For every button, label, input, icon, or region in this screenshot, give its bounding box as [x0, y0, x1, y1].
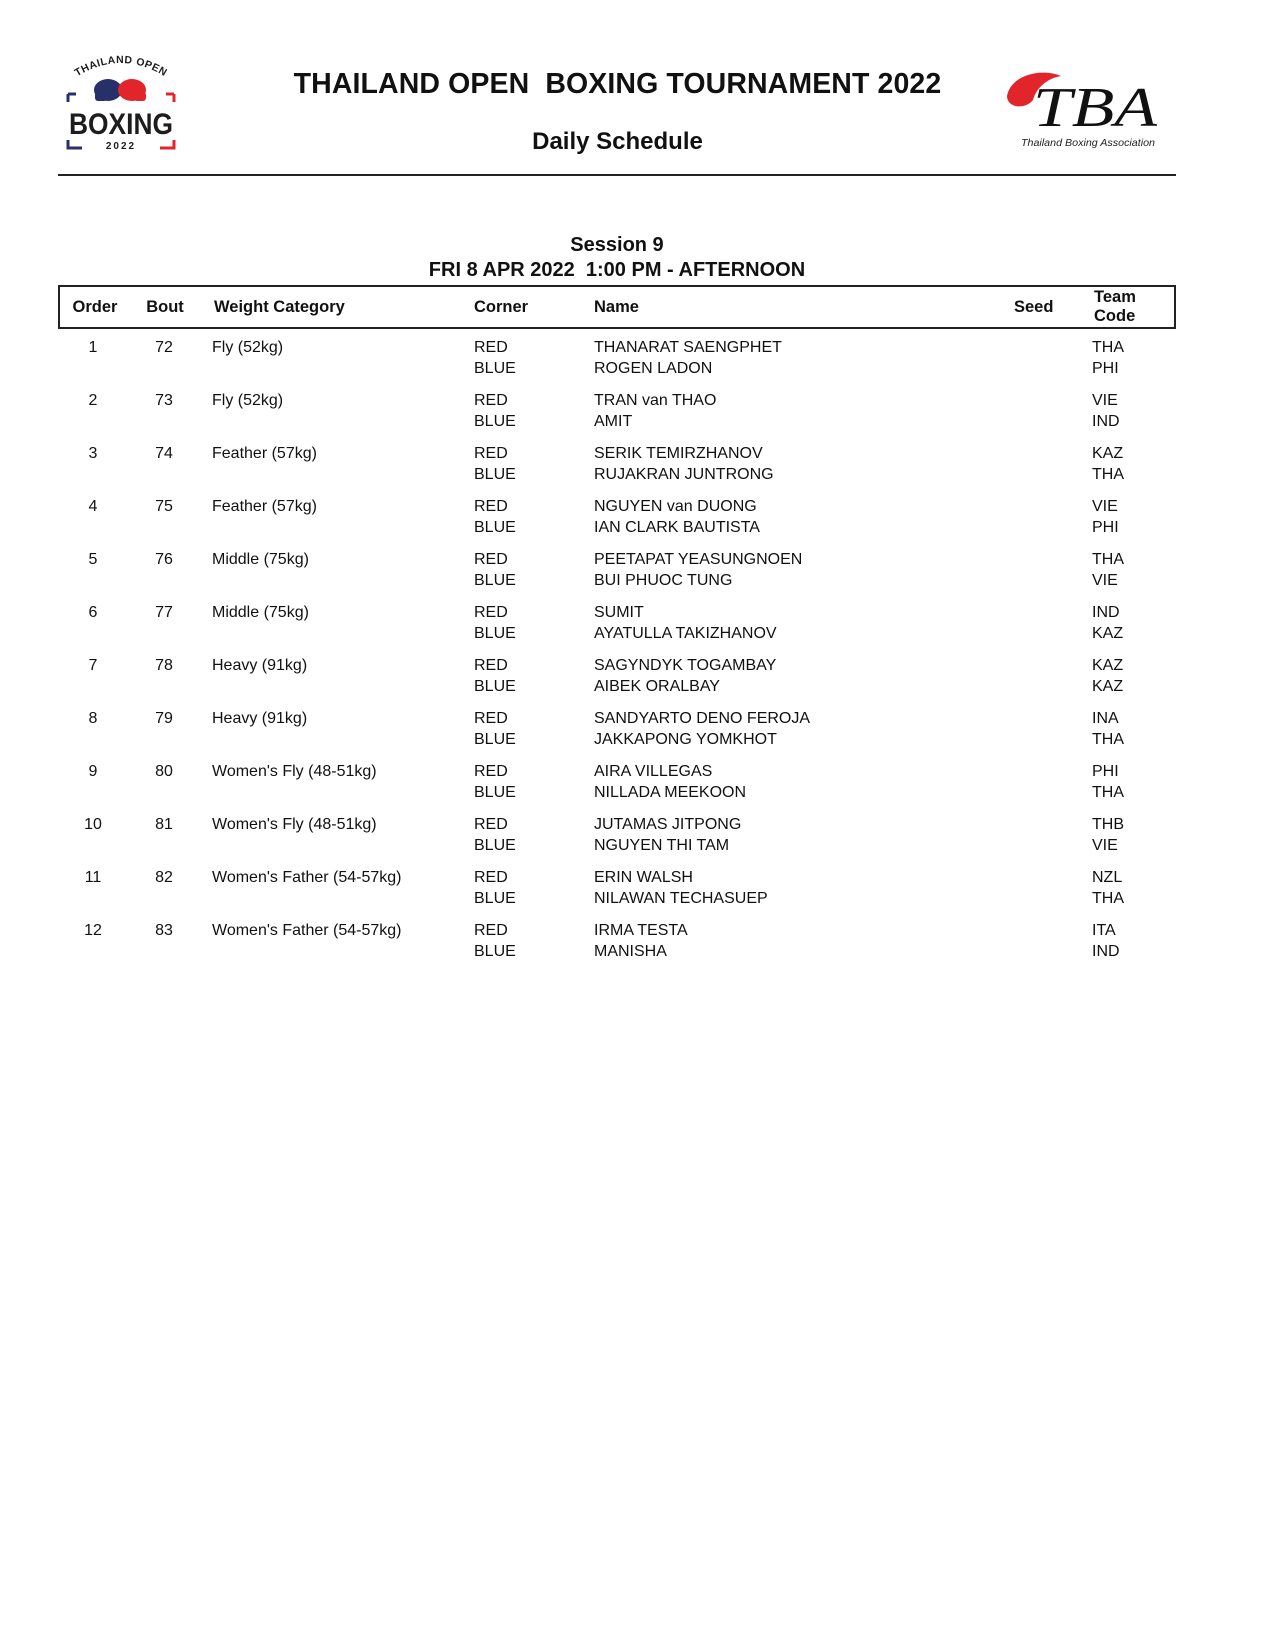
blue-team-code: VIE	[1092, 571, 1118, 589]
red-boxer-name: SANDYARTO DENO FEROJA	[594, 710, 811, 727]
blue-boxer-name: MANISHA	[594, 942, 667, 960]
blue-boxer-name: IAN CLARK BAUTISTA	[594, 518, 760, 536]
team-cell	[1092, 444, 1124, 485]
weight-category: Fly (52kg)	[212, 392, 284, 409]
page-subtitle: Daily Schedule	[532, 128, 703, 155]
name-cell	[594, 338, 782, 379]
column-header-team-code	[1094, 288, 1136, 326]
name-cell	[594, 709, 810, 750]
red-corner: RED	[474, 816, 508, 833]
red-team-code: VIE	[1092, 392, 1118, 409]
red-corner: RED	[474, 339, 508, 356]
red-boxer-name: PEETAPAT YEASUNGNOEN	[594, 551, 803, 568]
red-boxer-name: THANARAT SAENGPHET	[594, 339, 782, 356]
weight-category: Feather (57kg)	[212, 498, 317, 515]
name-cell	[594, 656, 776, 697]
red-team-code: IND	[1092, 604, 1120, 621]
column-header-name: Name	[594, 298, 639, 316]
red-corner: RED	[474, 498, 508, 515]
name-cell	[594, 550, 802, 591]
blue-corner: BLUE	[474, 518, 516, 536]
red-corner: RED	[474, 657, 508, 674]
bout-number: 81	[155, 816, 173, 833]
bout-order: 1	[88, 339, 98, 356]
weight-category: Women's Father (54-57kg)	[212, 869, 402, 886]
team-cell	[1092, 603, 1123, 644]
team-cell	[1092, 762, 1124, 803]
table-header	[58, 285, 1176, 329]
red-team-code: PHI	[1092, 763, 1119, 780]
name-cell	[594, 762, 746, 803]
team-cell	[1092, 656, 1123, 697]
bout-order: 11	[84, 869, 102, 886]
blue-boxer-name: NILLADA MEEKOON	[594, 783, 747, 801]
corner-cell	[474, 338, 516, 379]
blue-boxer-name: JAKKAPONG YOMKHOT	[594, 730, 777, 748]
blue-corner: BLUE	[474, 624, 516, 642]
red-corner: RED	[474, 763, 508, 780]
svg-text:THAILAND OPEN	[73, 54, 170, 79]
bout-row	[58, 868, 1172, 921]
blue-team-code: THA	[1092, 889, 1124, 907]
bout-number: 74	[155, 445, 173, 462]
logo-main-text: BOXING	[69, 108, 173, 141]
bout-order: 5	[88, 551, 98, 568]
weight-category: Heavy (91kg)	[212, 710, 308, 727]
blue-team-code: PHI	[1092, 359, 1119, 377]
red-team-code: KAZ	[1092, 657, 1124, 674]
team-cell	[1092, 497, 1119, 538]
red-boxer-name: ERIN WALSH	[594, 869, 693, 886]
red-team-code: ITA	[1092, 922, 1116, 939]
team-cell	[1092, 391, 1120, 432]
red-boxer-name: NGUYEN van DUONG	[594, 498, 757, 515]
red-boxer-name: SERIK TEMIRZHANOV	[594, 445, 763, 462]
corner-cell	[474, 391, 516, 432]
corner-cell	[474, 868, 516, 909]
weight-category: Women's Fly (48-51kg)	[212, 816, 377, 833]
red-team-code: VIE	[1092, 498, 1118, 515]
name-cell	[594, 921, 688, 962]
team-cell	[1092, 550, 1124, 591]
bout-number: 79	[155, 710, 173, 727]
weight-category: Middle (75kg)	[212, 604, 309, 621]
corner-cell	[474, 762, 516, 803]
bout-number: 72	[155, 339, 173, 356]
column-header-corner: Corner	[474, 298, 529, 316]
blue-corner: BLUE	[474, 359, 516, 377]
bout-row	[58, 603, 1172, 656]
blue-corner: BLUE	[474, 730, 516, 748]
blue-corner: BLUE	[474, 783, 516, 801]
bout-row	[58, 338, 1172, 391]
logo-tba-text: TBA	[1033, 77, 1158, 139]
blue-boxer-name: AYATULLA TAKIZHANOV	[594, 624, 777, 642]
blue-boxer-name: NILAWAN TECHASUEP	[594, 889, 768, 907]
name-cell	[594, 815, 741, 856]
session-date: FRI 8 APR 2022 1:00 PM - AFTERNOON	[428, 259, 806, 281]
corner-cell	[474, 709, 516, 750]
bout-order: 6	[88, 604, 98, 621]
red-corner: RED	[474, 922, 508, 939]
blue-corner: BLUE	[474, 836, 516, 854]
bout-order: 12	[84, 922, 102, 939]
blue-team-code: PHI	[1092, 518, 1119, 536]
corner-cell	[474, 603, 516, 644]
team-cell	[1092, 921, 1120, 962]
bout-number: 73	[155, 392, 173, 409]
blue-team-code: THA	[1092, 783, 1124, 801]
team-cell	[1092, 338, 1124, 379]
red-boxer-name: SAGYNDYK TOGAMBAY	[594, 657, 777, 674]
bout-row	[58, 550, 1172, 603]
blue-corner: BLUE	[474, 677, 516, 695]
bout-order: 4	[88, 498, 98, 515]
blue-team-code: VIE	[1092, 836, 1118, 854]
weight-category: Feather (57kg)	[212, 445, 317, 462]
weight-category: Women's Fly (48-51kg)	[212, 763, 377, 780]
red-boxer-name: IRMA TESTA	[594, 922, 688, 939]
red-corner: RED	[474, 551, 508, 568]
bout-number: 77	[155, 604, 173, 621]
red-team-code: THB	[1092, 816, 1124, 833]
column-header-seed: Seed	[1014, 298, 1054, 316]
name-cell	[594, 603, 777, 644]
bout-row	[58, 709, 1172, 762]
bout-order: 9	[88, 763, 98, 780]
logo-year-text: 2022	[105, 141, 137, 152]
red-team-code: KAZ	[1092, 445, 1124, 462]
blue-boxer-name: RUJAKRAN JUNTRONG	[594, 465, 774, 483]
header-divider	[58, 174, 1176, 176]
red-corner: RED	[474, 445, 508, 462]
column-header-order: Order	[72, 298, 118, 316]
bout-number: 82	[155, 869, 173, 886]
corner-cell	[474, 550, 516, 591]
bout-number: 76	[155, 551, 173, 568]
blue-corner: BLUE	[474, 571, 516, 589]
red-team-code: INA	[1092, 710, 1119, 727]
red-team-code: THA	[1092, 551, 1124, 568]
red-boxer-name: SUMIT	[594, 604, 644, 621]
blue-boxer-name: ROGEN LADON	[594, 359, 713, 377]
logo-top-text: THAILAND OPEN	[72, 53, 170, 80]
weight-category: Heavy (91kg)	[212, 657, 308, 674]
bout-number: 75	[155, 498, 173, 515]
weight-category: Fly (52kg)	[212, 339, 284, 356]
bout-row	[58, 497, 1172, 550]
blue-team-code: KAZ	[1092, 677, 1124, 695]
team-header-line2: Code	[1094, 307, 1136, 325]
blue-boxer-name: NGUYEN THI TAM	[594, 836, 730, 854]
blue-corner: BLUE	[474, 465, 516, 483]
bout-row	[58, 444, 1172, 497]
team-header-line1: Team	[1094, 288, 1136, 306]
thailand-open-boxing-logo	[62, 52, 180, 160]
red-corner: RED	[474, 710, 508, 727]
team-cell	[1092, 815, 1124, 856]
blue-team-code: THA	[1092, 730, 1124, 748]
corner-cell	[474, 921, 516, 962]
blue-corner: BLUE	[474, 942, 516, 960]
red-corner: RED	[474, 392, 508, 409]
bout-row	[58, 656, 1172, 709]
corner-cell	[474, 497, 516, 538]
bout-number: 83	[155, 922, 173, 939]
bout-order: 3	[88, 445, 98, 462]
name-cell	[594, 391, 716, 432]
blue-team-code: IND	[1092, 942, 1120, 960]
blue-corner: BLUE	[474, 889, 516, 907]
logo-caption: Thailand Boxing Association	[1021, 137, 1156, 149]
blue-boxer-name: BUI PHUOC TUNG	[594, 571, 733, 589]
blue-team-code: IND	[1092, 412, 1120, 430]
bout-order: 10	[84, 816, 102, 833]
red-team-code: THA	[1092, 339, 1124, 356]
bout-order: 7	[88, 657, 98, 674]
bout-row	[58, 921, 1172, 974]
red-boxer-name: AIRA VILLEGAS	[594, 763, 713, 780]
red-corner: RED	[474, 604, 508, 621]
page-title: THAILAND OPEN BOXING TOURNAMENT 2022	[293, 68, 942, 100]
name-cell	[594, 497, 760, 538]
thailand-boxing-association-logo	[1003, 66, 1163, 156]
blue-team-code: KAZ	[1092, 624, 1124, 642]
weight-category: Middle (75kg)	[212, 551, 309, 568]
corner-cell	[474, 444, 516, 485]
corner-cell	[474, 815, 516, 856]
column-header-weight: Weight Category	[214, 298, 345, 316]
bout-order: 2	[88, 392, 98, 409]
team-cell	[1092, 709, 1124, 750]
corner-cell	[474, 656, 516, 697]
bout-number: 80	[155, 763, 173, 780]
bout-order: 8	[88, 710, 98, 727]
bout-list	[58, 338, 1172, 974]
red-boxer-name: JUTAMAS JITPONG	[594, 816, 742, 833]
column-header-bout: Bout	[146, 298, 184, 316]
bout-row	[58, 815, 1172, 868]
blue-boxer-name: AIBEK ORALBAY	[594, 677, 720, 695]
blue-boxer-name: AMIT	[594, 412, 633, 430]
bout-number: 78	[155, 657, 173, 674]
bout-row	[58, 762, 1172, 815]
red-boxer-name: TRAN van THAO	[594, 392, 717, 409]
red-team-code: NZL	[1092, 869, 1123, 886]
blue-corner: BLUE	[474, 412, 516, 430]
name-cell	[594, 868, 768, 909]
session-title: Session 9	[570, 234, 664, 256]
weight-category: Women's Father (54-57kg)	[212, 922, 402, 939]
team-cell	[1092, 868, 1124, 909]
red-corner: RED	[474, 869, 508, 886]
blue-team-code: THA	[1092, 465, 1124, 483]
bout-row	[58, 391, 1172, 444]
name-cell	[594, 444, 774, 485]
